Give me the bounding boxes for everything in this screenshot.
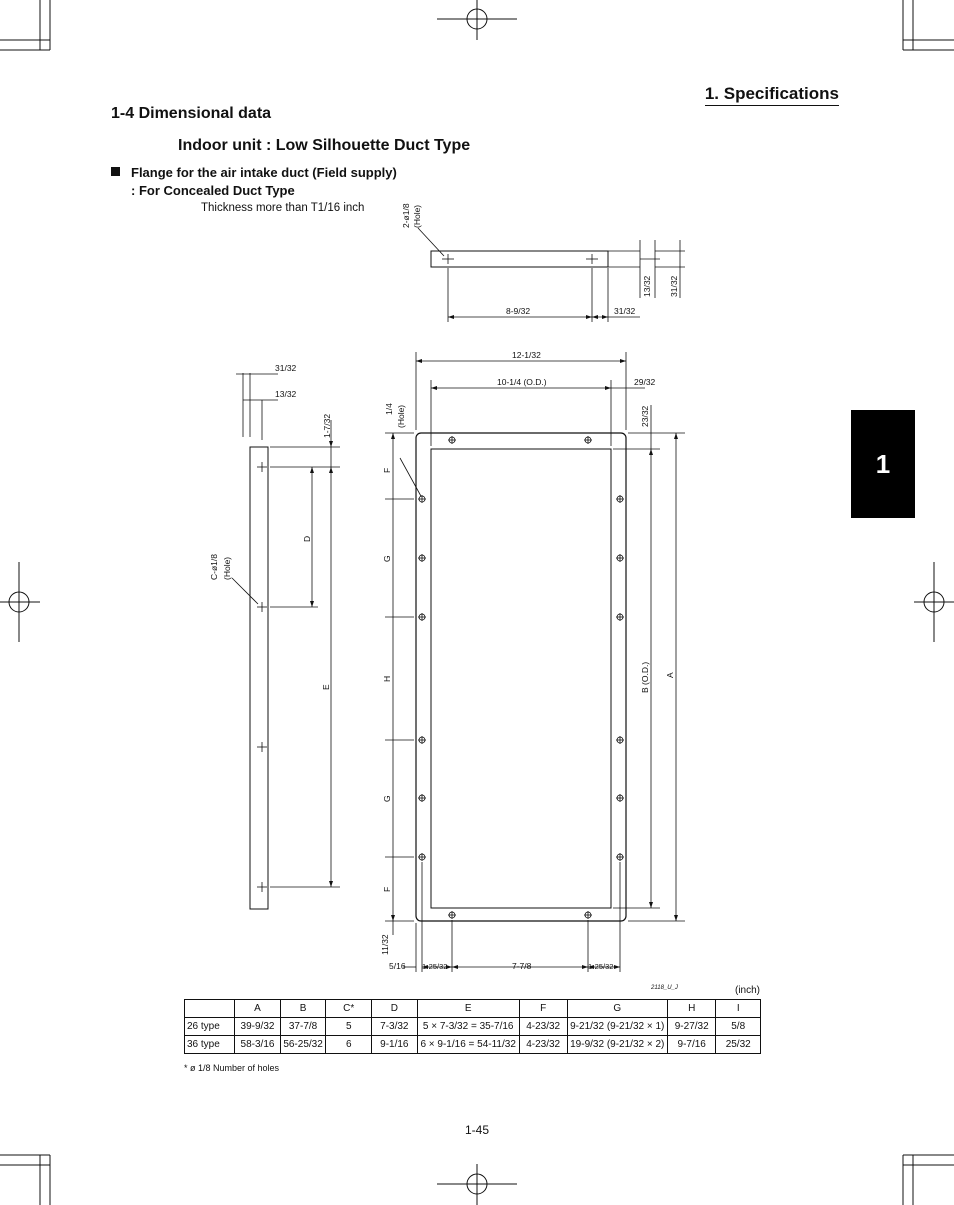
dim-overall-width: 12-1/32: [512, 350, 541, 360]
table-cell: 6 × 9-1/16 = 54-11/32: [417, 1036, 519, 1054]
table-cell: 4-23/32: [519, 1018, 567, 1036]
chapter-header: 1. Specifications: [705, 84, 839, 106]
label-f-top: F: [382, 467, 392, 473]
thickness-note: Thickness more than T1/16 inch: [201, 202, 365, 214]
top-view: [418, 228, 685, 322]
table-header-cell: [185, 1000, 235, 1018]
table-cell: 26 type: [185, 1018, 235, 1036]
table-cell: 39-9/32: [235, 1018, 281, 1036]
table-cell: 9-7/16: [668, 1036, 716, 1054]
dim-od-width: 10-1/4 (O.D.): [497, 377, 547, 387]
table-header-cell: D: [372, 1000, 417, 1018]
dim-right-offset: 29/32: [634, 377, 656, 387]
side-dim-d: D: [302, 535, 312, 542]
side-dim-hole-offset: 13/32: [275, 389, 297, 399]
dim-bottom-offset: 11/32: [380, 934, 390, 955]
label-g-top: G: [382, 555, 392, 562]
table-row: [185, 1036, 761, 1054]
section-subtitle: Indoor unit : Low Silhouette Duct Type: [178, 137, 471, 154]
unit-label: (inch): [735, 985, 761, 996]
table-cell: 7-3/32: [372, 1018, 417, 1036]
table-cell: 9-27/32: [668, 1018, 716, 1036]
table-cell: 5: [326, 1018, 372, 1036]
side-view: [232, 373, 340, 909]
table-cell: 58-3/16: [235, 1036, 281, 1054]
label-g-bottom: G: [382, 795, 392, 802]
table-cell: 4-23/32: [519, 1036, 567, 1054]
side-hole-label-2: (Hole): [222, 556, 232, 580]
table-header-cell: A: [235, 1000, 281, 1018]
flange-title-line1: Flange for the air intake duct (Field supply): [131, 165, 397, 180]
side-dim-width: 31/32: [275, 363, 297, 373]
table-cell: 36 type: [185, 1036, 235, 1054]
label-h: H: [382, 675, 392, 682]
table-header-row: [185, 1000, 761, 1018]
side-dim-top: 1-7/32: [322, 413, 332, 438]
table-header-cell: C*: [326, 1000, 372, 1018]
table-header-cell: H: [668, 1000, 716, 1018]
side-dim-e: E: [321, 684, 331, 690]
table-cell: 25/32: [716, 1036, 761, 1054]
flange-title-line2: : For Concealed Duct Type: [131, 183, 295, 198]
top-hole-label-1: 2-ø1/8: [401, 203, 411, 228]
table-header-cell: E: [417, 1000, 519, 1018]
front-hole-label-1: 1/4: [384, 403, 394, 415]
page-number: 1-45: [465, 1123, 490, 1137]
drawing-code: 2118_U_J: [651, 985, 678, 991]
top-hole-label-2: (Hole): [412, 204, 422, 228]
table-cell: 9-1/16: [372, 1036, 417, 1054]
table-footnote: * ø 1/8 Number of holes: [184, 1063, 280, 1073]
table-cell: 19-9/32 (9-21/32 × 2): [567, 1036, 668, 1054]
table-row: [185, 1018, 761, 1036]
dimension-table: [184, 999, 761, 1054]
label-a: A: [665, 672, 675, 678]
dim-middle: 7-7/8: [512, 961, 532, 971]
table-header-cell: I: [716, 1000, 761, 1018]
table-header-cell: F: [519, 1000, 567, 1018]
table-cell: 5 × 7-3/32 = 35-7/16: [417, 1018, 519, 1036]
section-title: 1-4 Dimensional data: [111, 105, 272, 122]
table-header-cell: B: [280, 1000, 326, 1018]
dim-left-edge: 5/16: [389, 961, 406, 971]
chapter-tab: 1: [851, 410, 915, 518]
table-cell: 6: [326, 1036, 372, 1054]
dim-left-hole: 1-25/32: [422, 962, 448, 971]
dim-right-hole: 1-25/32: [588, 962, 614, 971]
table-cell: 5/8: [716, 1018, 761, 1036]
side-hole-label-1: C-ø1/8: [209, 554, 219, 580]
dim-end-offset: 31/32: [614, 306, 636, 316]
dim-thickness-a: 13/32: [642, 275, 652, 297]
table-cell: 56-25/32: [280, 1036, 326, 1054]
label-f-bottom: F: [382, 886, 392, 892]
dim-hole-spacing: 8-9/32: [506, 306, 531, 316]
table-header-cell: G: [567, 1000, 668, 1018]
front-view-holes: [418, 436, 624, 919]
label-b-od: B (O.D.): [640, 661, 650, 693]
dim-thickness-b: 31/32: [669, 275, 679, 297]
front-hole-label-2: (Hole): [396, 404, 406, 428]
dim-top-offset: 23/32: [640, 405, 650, 427]
table-cell: 37-7/8: [280, 1018, 326, 1036]
table-cell: 9-21/32 (9-21/32 × 1): [567, 1018, 668, 1036]
dimension-arrows: [310, 315, 678, 969]
